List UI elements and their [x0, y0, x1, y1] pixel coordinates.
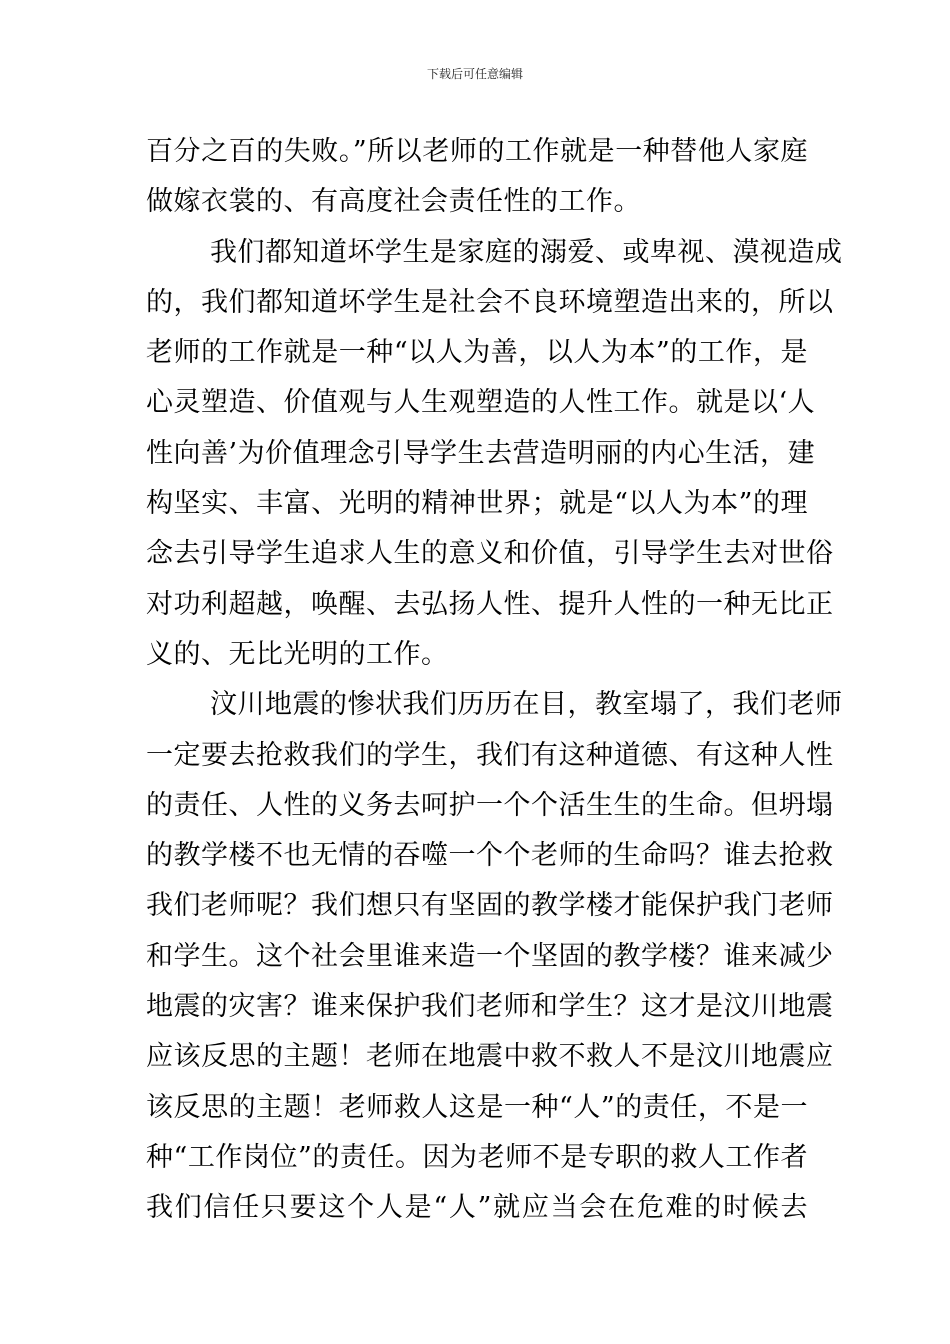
text-line: 应该反思的主题！老师在地震中救不救人不是汶川地震应 — [146, 1041, 834, 1073]
text-line: 性向善’为价值理念引导学生去营造明丽的内心生活，建 — [146, 437, 816, 469]
text-line: 一定要去抢救我们的学生，我们有这种道德、有这种人性 — [146, 739, 834, 771]
text-line: 我们信任只要这个人是“人”就应当会在危难的时候去 — [146, 1192, 808, 1224]
text-line: 老师的工作就是一种“以人为善，以人为本”的工作，是 — [146, 337, 808, 369]
text-line: 地震的灾害？谁来保护我们老师和学生？这才是汶川地震 — [146, 991, 834, 1023]
text-line: 对功利超越，唤醒、去弘扬人性、提升人性的一种无比正 — [146, 588, 834, 620]
text-line: 心灵塑造、价值观与人生观塑造的人性工作。就是以‘人 — [146, 387, 816, 419]
text-line: 念去引导学生追求人生的意义和价值，引导学生去对世俗 — [146, 538, 834, 570]
text-line: 的责任、人性的义务去呵护一个个活生生的生命。但坍塌 — [146, 789, 834, 821]
text-line: 的教学楼不也无情的吞噬一个个老师的生命吗？谁去抢救 — [146, 840, 834, 872]
page-header: 下载后可任意编辑 — [426, 67, 523, 81]
text-line: 该反思的主题！老师救人这是一种“人”的责任，不是一 — [146, 1091, 808, 1123]
body-text — [146, 127, 843, 1234]
paragraph-first-line: 我们都知道坏学生是家庭的溺爱、或卑视、漠视造成 — [210, 236, 843, 268]
text-line: 和学生。这个社会里谁来造一个坚固的教学楼？谁来减少 — [146, 940, 834, 972]
text-line: 构坚实、丰富、光明的精神世界；就是“以人为本”的理 — [146, 488, 808, 520]
text-line: 我们老师呢？我们想只有坚固的教学楼才能保护我门老师 — [146, 890, 834, 922]
text-line: 做嫁衣裳的、有高度社会责任性的工作。 — [146, 186, 641, 218]
text-line: 的，我们都知道坏学生是社会不良环境塑造出来的，所以 — [146, 286, 834, 318]
text-line: 种“工作岗位”的责任。因为老师不是专职的救人工作者 — [146, 1141, 808, 1173]
text-line: 义的、无比光明的工作。 — [146, 638, 449, 670]
paragraph-first-line: 汶川地震的惨状我们历历在目，教室塌了，我们老师 — [210, 689, 843, 721]
text-line: 百分之百的失败。”所以老师的工作就是一种替他人家庭 — [146, 136, 808, 167]
